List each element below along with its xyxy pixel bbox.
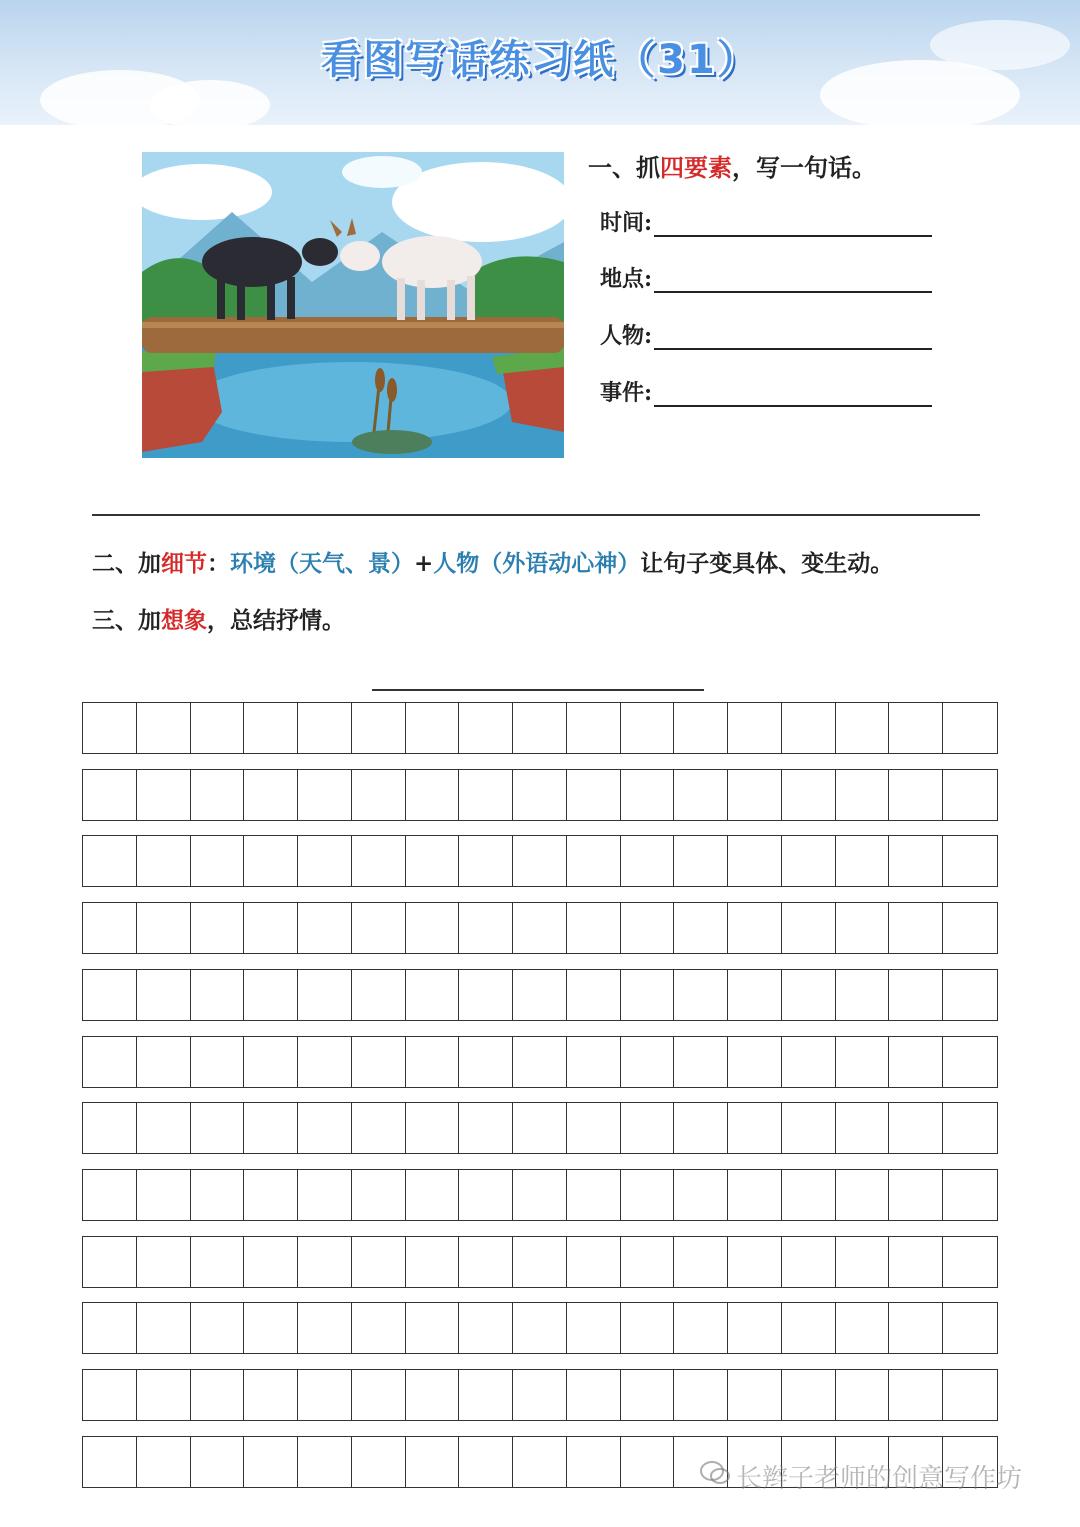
grid-cell[interactable]: [352, 1437, 406, 1487]
grid-cell[interactable]: [889, 1303, 943, 1353]
grid-cell[interactable]: [621, 903, 675, 953]
grid-cell[interactable]: [567, 703, 621, 753]
grid-cell[interactable]: [567, 1303, 621, 1353]
grid-cell[interactable]: [459, 1037, 513, 1087]
grid-cell[interactable]: [191, 903, 245, 953]
grid-cell[interactable]: [459, 770, 513, 820]
grid-cell[interactable]: [621, 1370, 675, 1420]
grid-cell[interactable]: [567, 1037, 621, 1087]
grid-cell[interactable]: [459, 1103, 513, 1153]
grid-cell[interactable]: [836, 1370, 890, 1420]
grid-cell[interactable]: [782, 1170, 836, 1220]
grid-cell[interactable]: [943, 703, 997, 753]
grid-cell[interactable]: [191, 970, 245, 1020]
goats-on-log-illustration: [142, 152, 564, 458]
grid-cell[interactable]: [674, 1103, 728, 1153]
grid-cell[interactable]: [674, 1237, 728, 1287]
field-place: [600, 262, 932, 293]
grid-cell[interactable]: [836, 970, 890, 1020]
grid-cell[interactable]: [406, 703, 460, 753]
field-time-label: 时间:: [600, 210, 653, 236]
grid-cell[interactable]: [191, 836, 245, 886]
grid-cell[interactable]: [191, 1037, 245, 1087]
grid-cell[interactable]: [244, 1103, 298, 1153]
grid-cell[interactable]: [298, 770, 352, 820]
grid-cell[interactable]: [406, 903, 460, 953]
grid-cell[interactable]: [459, 836, 513, 886]
grid-cell[interactable]: [621, 1303, 675, 1353]
grid-cell[interactable]: [137, 1303, 191, 1353]
grid-cell[interactable]: [244, 1370, 298, 1420]
grid-cell[interactable]: [889, 970, 943, 1020]
grid-row: [82, 1169, 998, 1221]
section2-plus: +: [414, 550, 434, 577]
grid-cell[interactable]: [674, 836, 728, 886]
grid-cell[interactable]: [674, 970, 728, 1020]
grid-cell[interactable]: [782, 1037, 836, 1087]
grid-cell[interactable]: [943, 970, 997, 1020]
grid-cell[interactable]: [567, 1170, 621, 1220]
grid-cell[interactable]: [943, 1370, 997, 1420]
grid-cell[interactable]: [191, 1370, 245, 1420]
grid-cell[interactable]: [191, 770, 245, 820]
grid-cell[interactable]: [191, 1303, 245, 1353]
grid-cell[interactable]: [352, 1237, 406, 1287]
field-time-blank[interactable]: [654, 213, 932, 237]
grid-cell[interactable]: [621, 703, 675, 753]
grid-cell[interactable]: [782, 1237, 836, 1287]
field-person: [600, 319, 932, 350]
grid-cell[interactable]: [244, 903, 298, 953]
grid-cell[interactable]: [943, 836, 997, 886]
grid-cell[interactable]: [728, 836, 782, 886]
grid-row: [82, 1102, 998, 1154]
grid-cell[interactable]: [298, 1037, 352, 1087]
grid-cell[interactable]: [836, 1170, 890, 1220]
grid-cell[interactable]: [782, 1303, 836, 1353]
grid-cell[interactable]: [191, 703, 245, 753]
field-event-label: 事件:: [600, 380, 653, 406]
grid-cell[interactable]: [298, 1370, 352, 1420]
grid-cell[interactable]: [889, 1037, 943, 1087]
grid-row: [82, 902, 998, 954]
grid-cell[interactable]: [943, 1303, 997, 1353]
grid-cell[interactable]: [352, 770, 406, 820]
grid-cell[interactable]: [137, 770, 191, 820]
field-place-blank[interactable]: [654, 269, 932, 293]
section2-highlight: 细节: [161, 550, 207, 577]
grid-cell[interactable]: [889, 1237, 943, 1287]
grid-cell[interactable]: [83, 1237, 137, 1287]
field-place-label: 地点:: [600, 266, 653, 292]
grid-cell[interactable]: [889, 1170, 943, 1220]
grid-cell[interactable]: [621, 836, 675, 886]
grid-cell[interactable]: [83, 1037, 137, 1087]
grid-cell[interactable]: [137, 1170, 191, 1220]
writing-divider-line[interactable]: [92, 514, 980, 516]
grid-cell[interactable]: [513, 1437, 567, 1487]
grid-cell[interactable]: [836, 1103, 890, 1153]
grid-cell[interactable]: [674, 1370, 728, 1420]
grid-cell[interactable]: [244, 1037, 298, 1087]
grid-cell[interactable]: [513, 1237, 567, 1287]
grid-cell[interactable]: [943, 1170, 997, 1220]
grid-cell[interactable]: [943, 1037, 997, 1087]
grid-cell[interactable]: [83, 836, 137, 886]
grid-cell[interactable]: [244, 970, 298, 1020]
grid-cell[interactable]: [244, 1237, 298, 1287]
grid-cell[interactable]: [298, 1237, 352, 1287]
grid-cell[interactable]: [137, 970, 191, 1020]
grid-cell[interactable]: [674, 770, 728, 820]
grid-cell[interactable]: [674, 1037, 728, 1087]
grid-cell[interactable]: [137, 1370, 191, 1420]
grid-cell[interactable]: [298, 1303, 352, 1353]
wechat-icon: [700, 1460, 730, 1493]
grid-cell[interactable]: [782, 970, 836, 1020]
grid-cell[interactable]: [513, 836, 567, 886]
grid-cell[interactable]: [137, 1437, 191, 1487]
grid-cell[interactable]: [406, 970, 460, 1020]
grid-cell[interactable]: [513, 703, 567, 753]
grid-cell[interactable]: [621, 1437, 675, 1487]
grid-cell[interactable]: [352, 970, 406, 1020]
grid-cell[interactable]: [406, 1103, 460, 1153]
section3-suffix: ，总结抒情。: [207, 607, 345, 634]
grid-cell[interactable]: [728, 1237, 782, 1287]
grid-cell[interactable]: [889, 1370, 943, 1420]
grid-cell[interactable]: [674, 903, 728, 953]
grid-cell[interactable]: [728, 903, 782, 953]
grid-cell[interactable]: [244, 1303, 298, 1353]
grid-cell[interactable]: [459, 1170, 513, 1220]
grid-cell[interactable]: [513, 1303, 567, 1353]
grid-cell[interactable]: [298, 1170, 352, 1220]
grid-cell[interactable]: [513, 1370, 567, 1420]
grid-cell[interactable]: [83, 1303, 137, 1353]
grid-cell[interactable]: [459, 903, 513, 953]
grid-cell[interactable]: [513, 1170, 567, 1220]
grid-cell[interactable]: [567, 1370, 621, 1420]
grid-cell[interactable]: [352, 1370, 406, 1420]
grid-cell[interactable]: [728, 1370, 782, 1420]
grid-cell[interactable]: [567, 903, 621, 953]
grid-cell[interactable]: [459, 1370, 513, 1420]
grid-cell[interactable]: [298, 970, 352, 1020]
grid-cell[interactable]: [406, 836, 460, 886]
grid-cell[interactable]: [567, 1437, 621, 1487]
section1-prefix: 一、抓: [588, 153, 660, 182]
grid-cell[interactable]: [728, 703, 782, 753]
grid-row: [82, 835, 998, 887]
grid-cell[interactable]: [83, 703, 137, 753]
section3-highlight: 想象: [161, 607, 207, 634]
grid-cell[interactable]: [728, 1103, 782, 1153]
grid-cell[interactable]: [621, 1237, 675, 1287]
grid-row: [82, 969, 998, 1021]
grid-cell[interactable]: [513, 903, 567, 953]
grid-cell[interactable]: [352, 903, 406, 953]
section1-heading: [588, 148, 876, 183]
grid-cell[interactable]: [513, 770, 567, 820]
grid-cell[interactable]: [191, 1103, 245, 1153]
grid-cell[interactable]: [406, 1170, 460, 1220]
grid-cell[interactable]: [406, 1237, 460, 1287]
grid-cell[interactable]: [406, 1303, 460, 1353]
worksheet-title: 看图写话练习纸（31）: [321, 37, 759, 83]
grid-cell[interactable]: [836, 770, 890, 820]
grid-cell[interactable]: [406, 1370, 460, 1420]
grid-cell[interactable]: [83, 1103, 137, 1153]
grid-cell[interactable]: [137, 836, 191, 886]
section2-env: 环境（天气、景）: [230, 550, 414, 577]
grid-cell[interactable]: [889, 903, 943, 953]
watermark: [700, 1458, 1022, 1495]
grid-cell[interactable]: [782, 903, 836, 953]
grid-cell[interactable]: [674, 1170, 728, 1220]
field-event: [600, 376, 932, 407]
grid-row: [82, 702, 998, 754]
grid-cell[interactable]: [567, 1237, 621, 1287]
grid-cell[interactable]: [352, 1303, 406, 1353]
section1-highlight: 四要素: [660, 153, 732, 182]
grid-cell[interactable]: [406, 770, 460, 820]
grid-cell[interactable]: [728, 770, 782, 820]
grid-cell[interactable]: [83, 770, 137, 820]
grid-cell[interactable]: [352, 1103, 406, 1153]
grid-cell[interactable]: [567, 1103, 621, 1153]
grid-cell[interactable]: [674, 703, 728, 753]
section2-suffix: 让句子变具体、变生动。: [640, 550, 894, 577]
field-event-blank[interactable]: [654, 383, 932, 407]
grid-cell[interactable]: [244, 770, 298, 820]
grid-cell[interactable]: [836, 1237, 890, 1287]
grid-cell[interactable]: [943, 1103, 997, 1153]
grid-cell[interactable]: [836, 903, 890, 953]
grid-cell[interactable]: [728, 970, 782, 1020]
grid-cell[interactable]: [459, 1303, 513, 1353]
grid-cell[interactable]: [567, 836, 621, 886]
grid-cell[interactable]: [244, 703, 298, 753]
grid-cell[interactable]: [298, 903, 352, 953]
section2-heading: [92, 545, 893, 578]
grid-cell[interactable]: [782, 1370, 836, 1420]
field-person-blank[interactable]: [654, 326, 932, 350]
grid-cell[interactable]: [352, 703, 406, 753]
grid-cell[interactable]: [459, 1437, 513, 1487]
section2-prefix: 二、加: [92, 550, 161, 577]
header-banner: [0, 0, 1080, 125]
grid-cell[interactable]: [298, 836, 352, 886]
section2-colon: ：: [207, 550, 230, 577]
grid-cell[interactable]: [782, 1103, 836, 1153]
grid-cell[interactable]: [191, 1170, 245, 1220]
field-person-label: 人物:: [600, 323, 653, 349]
field-time: [600, 206, 932, 237]
section3-prefix: 三、加: [92, 607, 161, 634]
grid-cell[interactable]: [406, 1037, 460, 1087]
grid-cell[interactable]: [298, 703, 352, 753]
grid-cell[interactable]: [943, 1237, 997, 1287]
grid-row: [82, 1036, 998, 1088]
grid-cell[interactable]: [728, 1303, 782, 1353]
grid-cell[interactable]: [459, 703, 513, 753]
grid-cell[interactable]: [83, 1170, 137, 1220]
grid-cell[interactable]: [459, 970, 513, 1020]
grid-cell[interactable]: [567, 970, 621, 1020]
grid-cell[interactable]: [621, 970, 675, 1020]
grid-cell[interactable]: [621, 1103, 675, 1153]
grid-row: [82, 1369, 998, 1421]
grid-cell[interactable]: [674, 1303, 728, 1353]
watermark-text: 长辫子老师的创意写作坊: [736, 1464, 1023, 1494]
section1-suffix: ，写一句话。: [732, 153, 876, 182]
grid-cell[interactable]: [191, 1237, 245, 1287]
grid-cell[interactable]: [83, 970, 137, 1020]
grid-cell[interactable]: [298, 1103, 352, 1153]
grid-cell[interactable]: [513, 1103, 567, 1153]
grid-cell[interactable]: [244, 1437, 298, 1487]
grid-cell[interactable]: [782, 836, 836, 886]
grid-cell[interactable]: [406, 1437, 460, 1487]
grid-cell[interactable]: [728, 1037, 782, 1087]
grid-cell[interactable]: [943, 770, 997, 820]
grid-cell[interactable]: [836, 703, 890, 753]
grid-cell[interactable]: [621, 1170, 675, 1220]
grid-cell[interactable]: [459, 1237, 513, 1287]
grid-cell[interactable]: [352, 1170, 406, 1220]
grid-cell[interactable]: [513, 970, 567, 1020]
grid-cell[interactable]: [352, 836, 406, 886]
grid-cell[interactable]: [889, 770, 943, 820]
grid-cell[interactable]: [836, 1303, 890, 1353]
grid-cell[interactable]: [83, 1437, 137, 1487]
grid-cell[interactable]: [567, 770, 621, 820]
grid-cell[interactable]: [836, 1037, 890, 1087]
grid-cell[interactable]: [836, 836, 890, 886]
grid-cell[interactable]: [83, 1370, 137, 1420]
grid-cell[interactable]: [137, 1103, 191, 1153]
essay-title-blank[interactable]: [372, 689, 704, 691]
grid-row: [82, 769, 998, 821]
grid-cell[interactable]: [244, 836, 298, 886]
grid-cell[interactable]: [782, 770, 836, 820]
grid-cell[interactable]: [83, 903, 137, 953]
grid-cell[interactable]: [298, 1437, 352, 1487]
grid-cell[interactable]: [137, 1237, 191, 1287]
section3-heading: [92, 602, 345, 635]
section2-person: 人物（外语动心神）: [433, 550, 641, 577]
grid-cell[interactable]: [889, 1103, 943, 1153]
grid-cell[interactable]: [352, 1037, 406, 1087]
grid-cell[interactable]: [137, 1037, 191, 1087]
grid-cell[interactable]: [137, 703, 191, 753]
grid-row: [82, 1236, 998, 1288]
grid-cell[interactable]: [782, 703, 836, 753]
grid-cell[interactable]: [191, 1437, 245, 1487]
grid-cell[interactable]: [889, 703, 943, 753]
grid-cell[interactable]: [621, 1037, 675, 1087]
grid-cell[interactable]: [889, 836, 943, 886]
grid-cell[interactable]: [137, 903, 191, 953]
grid-cell[interactable]: [621, 770, 675, 820]
grid-cell[interactable]: [943, 903, 997, 953]
grid-cell[interactable]: [728, 1170, 782, 1220]
grid-cell[interactable]: [513, 1037, 567, 1087]
grid-row: [82, 1302, 998, 1354]
grid-cell[interactable]: [244, 1170, 298, 1220]
